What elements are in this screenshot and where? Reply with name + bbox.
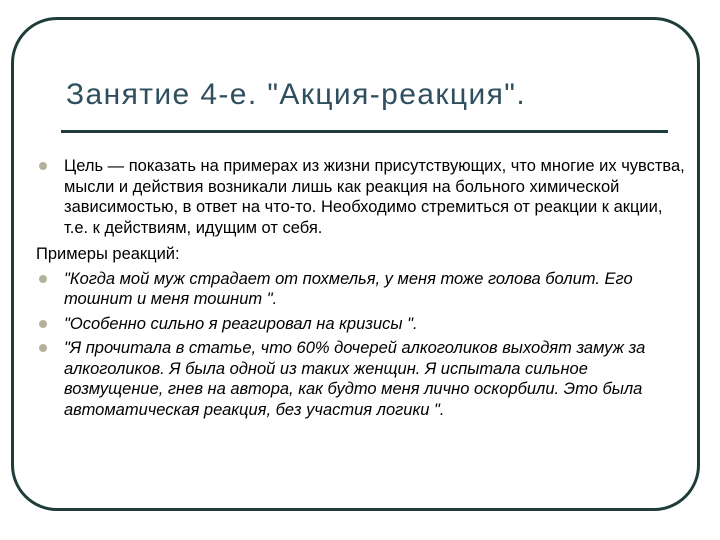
bullet-dot-icon — [39, 275, 47, 283]
slide-body — [36, 156, 686, 424]
bullet-dot-icon — [39, 344, 47, 352]
goal-bullet — [36, 156, 686, 238]
example-item — [36, 269, 686, 310]
example-text: "Я прочитала в статье, что 60% дочерей алкоголиков выходят замуж за алкоголиков. Я была одной из таких женщин. Я испытала сильное возмущение, гнев на автора, как будто меня лично оскорбили. Это была автоматическая реакция, без участия логики ". — [64, 339, 646, 419]
slide-title: Занятие 4-е. "Акция-реакция". — [66, 78, 527, 111]
examples-heading: Примеры реакций: — [36, 245, 180, 263]
example-text: "Когда мой муж страдает от похмелья, у меня тоже голова болит. Его тошнит и меня тошнит ". — [64, 269, 633, 308]
example-text: "Особенно сильно я реагировал на кризисы ". — [64, 314, 418, 333]
bullet-dot-icon — [39, 320, 47, 328]
bullet-dot-icon — [39, 162, 47, 170]
goal-text: Цель — показать на примерах из жизни присутствующих, что многие их чувства, мысли и действия возникали лишь как реакция на больного химической зависимостью, в ответ на что-то. Необходимо стремиться от реакции к акции, т.е. к действиям, идущим от себя. — [64, 157, 685, 237]
title-underline — [61, 130, 668, 133]
example-item — [36, 314, 686, 335]
example-item — [36, 338, 686, 420]
